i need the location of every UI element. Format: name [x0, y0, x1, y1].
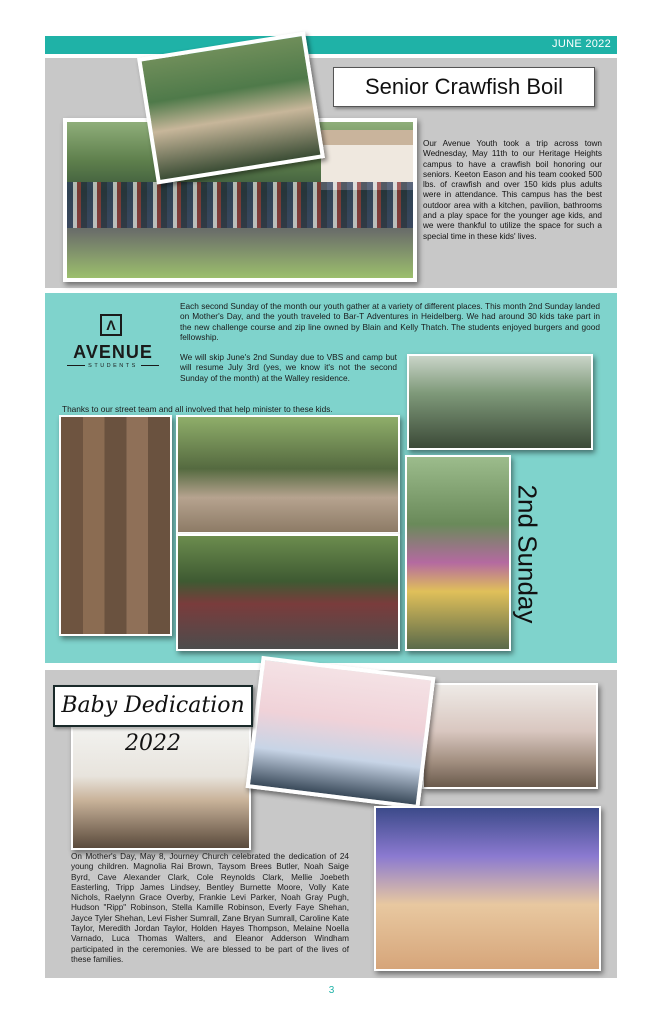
second-sunday-title	[505, 458, 549, 650]
crawfish-title: Senior Crawfish Boil	[333, 67, 595, 107]
dedication-ceremony-photo	[374, 806, 601, 971]
logo-word: AVENUE	[73, 342, 153, 362]
crowd-shape	[67, 182, 413, 228]
thanks-note: Thanks to our street team and all involved that help minister to these kids.	[62, 404, 333, 414]
climbing-wall-photo	[59, 415, 172, 636]
page-number: 3	[328, 985, 335, 996]
issue-date: JUNE 2022	[552, 38, 611, 50]
crawfish-body-text: Our Avenue Youth took a trip across town Wednesday, May 11th to our Heritage Heights campus to have a crawfish boil honoring our seniors. Keeton Eason and his team cooked 500 lbs. of crawfish and over 150 kids plus adults were in attendance. This campus has the best outdoor area with a kitchen, pavilion, bathrooms and a play space for the younger age kids, and we were thankful to utilize the space for such a special time in these kids' lives.	[423, 139, 602, 241]
pavilion-shape	[321, 130, 413, 190]
baby-dedication-title: Baby Dedication 2022	[53, 685, 253, 727]
ropes-course-photo	[405, 455, 511, 651]
second-sunday-title-text: 2nd Sunday	[512, 484, 543, 624]
second-sunday-para-2: We will skip June's 2nd Sunday due to VBS and camp but will resume July 3rd (yes, we know it's not the second Sunday of the month) at the Walley residence.	[180, 352, 397, 383]
logo-subtitle: STUDENTS	[64, 363, 162, 369]
header-band	[45, 36, 617, 54]
youth-group-photo	[176, 534, 400, 651]
zipline-photo	[407, 354, 593, 450]
second-sunday-para-1: Each second Sunday of the month our youth gather at a variety of different places. This month 2nd Sunday landed on Mother's Day, and the youth traveled to Bar-T Adventures in Heidelberg. We had around 30 kids take part in the new challenge course and zip line owned by Blain and Kelly Thatch. The students enjoyed burgers and good fellowship.	[180, 301, 600, 343]
logo-mark-icon: Λ	[100, 314, 122, 336]
family-photo-3	[422, 683, 598, 789]
senior-group-photo	[137, 31, 325, 184]
family-photo-2	[246, 656, 436, 809]
helmet-group-photo	[176, 415, 400, 534]
avenue-students-logo	[64, 314, 162, 372]
baby-dedication-body-text: On Mother's Day, May 8, Journey Church celebrated the dedication of 24 young children. Magnolia Rai Brown, Taysom Brees Butler, Noah Saige Byrd, Cave Alexander Clark, Cole Reynolds Clark, Mellie Joebeth Easterling, Tripp James Lindsey, Bentley Burnette Moore, Volly Kate Nichols, Raelynn Grace Overby, Frankie Levi Parker, Noah Gray Pugh, Hudson "Ripp" Robinson, Stella Kamille Robinson, Everly Faye Shehan, Jayce Tyler Shehan, Levi Fisher Sumrall, Zane Bryan Sumrall, Caroline Kate Taylor, Meredith Jordan Taylor, Holden Hayes Thompson, Melaine Noella Varnado, Luca Thomas Walters, and Eleanor Adderson Windham participated in the ceremonies. We are blessed to be part of the lives of these families.	[71, 852, 349, 964]
